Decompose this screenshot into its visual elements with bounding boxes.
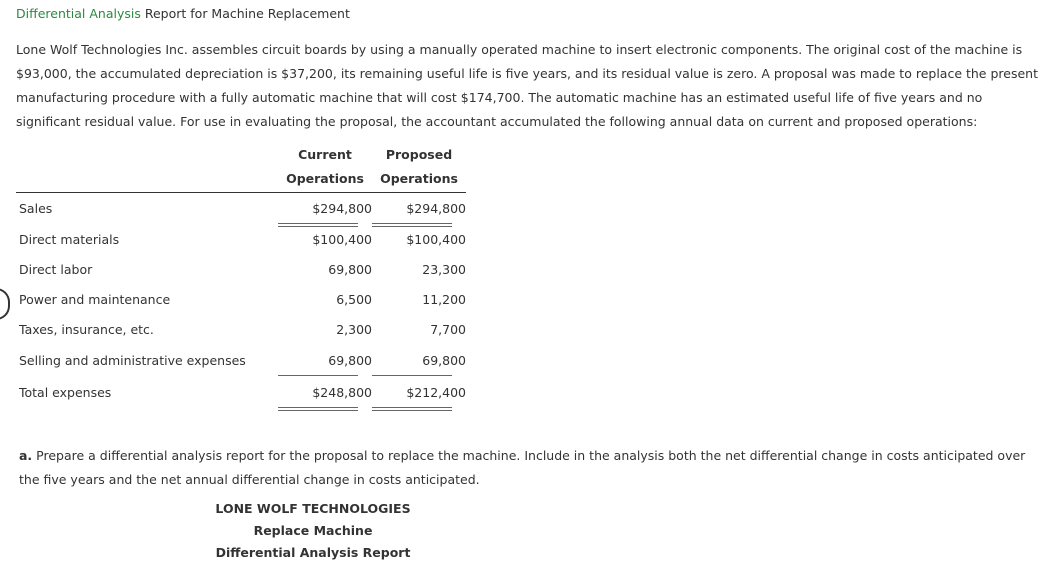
report-subtitle: Replace Machine — [253, 523, 373, 538]
current-value: 2,300 — [336, 322, 372, 337]
part-a-text: Prepare a differential analysis report for the proposal to replace the machine. Include in the analysis both the net differential change in costs anticipated over the five years and the net annual differential change in costs anticipated. — [19, 448, 1026, 487]
table-row-direct-labor — [16, 258, 466, 282]
single-rule-current — [278, 375, 358, 376]
mouse-cursor-icon — [0, 288, 10, 320]
row-label: Direct labor — [19, 262, 93, 277]
table-header-rule — [16, 192, 466, 193]
current-value: 6,500 — [336, 292, 372, 307]
proposed-value: 7,700 — [430, 322, 466, 337]
row-label: Power and maintenance — [19, 292, 171, 307]
proposed-value: $294,800 — [406, 201, 466, 216]
current-value: $248,800 — [312, 385, 372, 400]
row-label: Total expenses — [19, 385, 112, 400]
part-a-marker: a. — [19, 448, 33, 463]
question-part-a — [19, 444, 1049, 492]
proposed-value: 69,800 — [422, 353, 466, 368]
column-header-current-line1: Current — [298, 147, 352, 162]
column-header-proposed — [378, 143, 460, 191]
problem-description: Lone Wolf Technologies Inc. assembles circuit boards by using a manually operated machine to insert electronic components. The original cost of the machine is $93,000, the accumulated depreciation is $37,200, its remaining useful life is five years, and its residual value is zero. A proposal was made to replace the present manufacturing procedure with a fully automatic machine that will cost $174,700. The automatic machine has an estimated useful life of five years and no significant residual value. For use in evaluating the proposal, the accountant accumulated the following annual data on current and proposed operations: — [16, 42, 1038, 129]
current-value: $294,800 — [312, 201, 372, 216]
proposed-value: 23,300 — [422, 262, 466, 277]
double-rule-current — [278, 223, 358, 227]
double-rule-proposed — [372, 223, 452, 227]
report-name: Differential Analysis Report — [215, 545, 411, 560]
double-rule-total-proposed — [372, 407, 452, 411]
table-row-sales — [16, 197, 466, 221]
title-link[interactable]: Differential Analysis — [16, 6, 141, 21]
column-header-proposed-line2: Operations — [380, 171, 458, 186]
table-row-selling-admin — [16, 349, 466, 373]
double-rule-total-current — [278, 407, 358, 411]
current-value: 69,800 — [328, 353, 372, 368]
proposed-value: $212,400 — [406, 385, 466, 400]
column-header-proposed-line1: Proposed — [385, 147, 453, 162]
table-row-taxes-insurance — [16, 318, 466, 342]
page-title — [16, 6, 350, 21]
row-label: Direct materials — [19, 232, 120, 247]
table-row-power-maintenance — [16, 288, 466, 312]
current-value: $100,400 — [312, 232, 372, 247]
table-row-total-expenses — [16, 381, 466, 405]
single-rule-proposed — [372, 375, 452, 376]
row-label: Sales — [19, 201, 53, 216]
report-company: LONE WOLF TECHNOLOGIES — [215, 501, 411, 516]
title-text: Report for Machine Replacement — [144, 6, 350, 21]
row-label: Selling and administrative expenses — [19, 353, 246, 368]
row-label: Taxes, insurance, etc. — [19, 322, 154, 337]
proposed-value: $100,400 — [406, 232, 466, 247]
column-header-current — [285, 143, 365, 191]
current-value: 69,800 — [328, 262, 372, 277]
table-row-direct-materials — [16, 228, 466, 252]
proposed-value: 11,200 — [422, 292, 466, 307]
column-header-current-line2: Operations — [286, 171, 364, 186]
